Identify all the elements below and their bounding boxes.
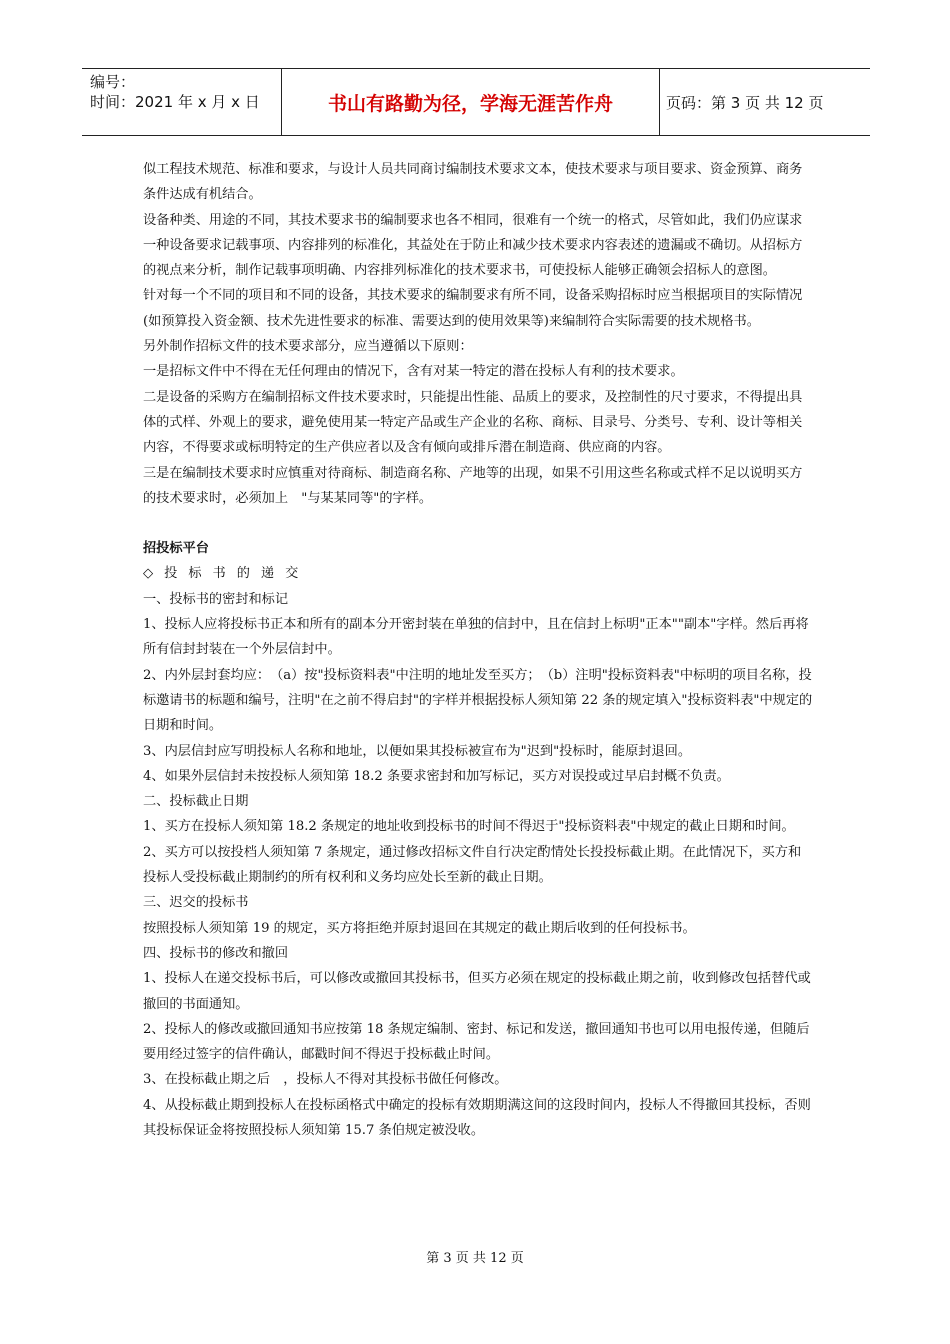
paragraph: 一是招标文件中不得在无任何理由的情况下，含有对某一特定的潜在投标人有利的技术要求。 [143, 364, 684, 380]
paragraph: 二是设备的采购方在编制招标文件技术要求时，只能提出性能、品质上的要求，及控制性的尺寸要求，不得提出具体的式样、外观上的要求，避免使用某一特定产品或生产企业的名称、商标、目录号、分类号、专利、设计等相关内容，不得要求或标明特定的生产供应者以及含有倾向或排斥潜在制造商、供应商的内容。 [143, 389, 803, 456]
paragraph: 设备种类、用途的不同，其技术要求书的编制要求也各不相同，很难有一个统一的格式，尽管如此，我们仍应谋求一种设备要求记载事项、内容排列的标准化，其益处在于防止和减少技术要求内容表述的遗漏或不确切。从招标方的视点来分析，制作记载事项明确、内容排列标准化的技术要求书，可使投标人能够正确领会招标人的意图。 [143, 212, 803, 279]
paragraph: 2、买方可以按投档人须知第 7 条规定，通过修改招标文件自行决定酌情处长投投标截止期。在此情况下，买方和投标人受投标截止期制约的所有权利和义务均应处长至新的截止日期。 [143, 844, 802, 886]
paragraph: 3、在投标截止期之后 ，投标人不得对其投标书做任何修改。 [143, 1072, 508, 1088]
header-page-number: 页码：第 3 页 共 12 页 [666, 93, 824, 112]
paragraph: 按照投标人须知第 19 的规定，买方将拒绝并原封退回在其规定的截止期后收到的任何投标书。 [143, 920, 696, 936]
heading: 四、投标书的修改和撤回 [143, 945, 289, 961]
heading: 一、投标书的密封和标记 [143, 591, 289, 607]
paragraph: 2、投标人的修改或撤回通知书应按第 18 条规定编制、密封、标记和发送，撤回通知书也可以用电报传递，但随后要用经过签字的信件确认，邮戳时间不得迟于投标截止时间。 [143, 1021, 810, 1063]
paragraph: 1、投标人在递交投标书后，可以修改或撤回其投标书，但买方必须在规定的投标截止期之前，收到修改包括替代或撤回的书面通知。 [143, 971, 811, 1012]
document-number: 编号： [90, 73, 136, 91]
paragraph: 1、买方在投标人须知第 18.2 条规定的地址收到投标书的时间不得迟于"投标资料表"中规定的截止日期和时间。 [143, 819, 795, 835]
heading: 二、投标截止日期 [143, 794, 249, 810]
paragraph: 4、如果外层信封未按投标人须知第 18.2 条要求密封和加写标记，买方对误投或过早启封概不负责。 [143, 768, 730, 784]
document-date: 时间：2021 年 x 月 x 日 [90, 93, 260, 111]
header-motto: 书山有路勤为径，学海无涯苦作舟 [282, 69, 660, 135]
heading: 三、迟交的投标书 [143, 895, 249, 911]
document-body [143, 157, 816, 1143]
paragraph: 另外制作招标文件的技术要求部分，应当遵循以下原则： [143, 339, 473, 355]
header-meta [82, 69, 282, 135]
paragraph: 1、投标人应将投标书正本和所有的副本分开密封装在单独的信封中，且在信封上标明"正本""副本"字样。然后再将所有信封封装在一个外层信封中。 [143, 617, 809, 658]
paragraph: 3、内层信封应写明投标人名称和地址，以便如果其投标被宣布为"迟到"投标时，能原封退回。 [143, 743, 692, 759]
page-header [82, 68, 870, 136]
paragraph: 三是在编制技术要求时应慎重对待商标、制造商名称、产地等的出现，如果不引用这些名称或式样不足以说明买方的技术要求时，必须加上 "与某某同等"的字样。 [143, 465, 803, 506]
paragraph: 4、从投标截止期到投标人在投标函格式中确定的投标有效期期满这间的这段时间内，投标人不得撤回其投标，否则其投标保证金将按照投标人须知第 15.7 条伯规定被没收。 [143, 1097, 811, 1138]
paragraph: 针对每一个不同的项目和不同的设备，其技术要求的编制要求有所不同，设备采购招标时应当根据项目的实际情况 (如预算投入资金额、技术先进性要求的标准、需要达到的使用效果等)来编制符合实际需要的技术规格书。 [143, 288, 816, 329]
section-subtitle: ◇投标书的递交 [143, 566, 310, 582]
section-title: 招投标平台 [143, 541, 209, 557]
page-footer: 第 3 页 共 12 页 [426, 1251, 524, 1266]
paragraph: 2、内外层封套均应： （a）按"投标资料表"中注明的地址发至买方； （b）注明"投标资料表"中标明的项目名称，投标邀请书的标题和编号，注明"在之前不得启封"的字样并根据投标人须知第 22 条的规定填入"投标资料表"中规定的日期和时间。 [143, 667, 813, 734]
paragraph: 似工程技术规范、标准和要求，与设计人员共同商讨编制技术要求文本，使技术要求与项目要求、资金预算、商务条件达成有机结合。 [143, 162, 803, 203]
